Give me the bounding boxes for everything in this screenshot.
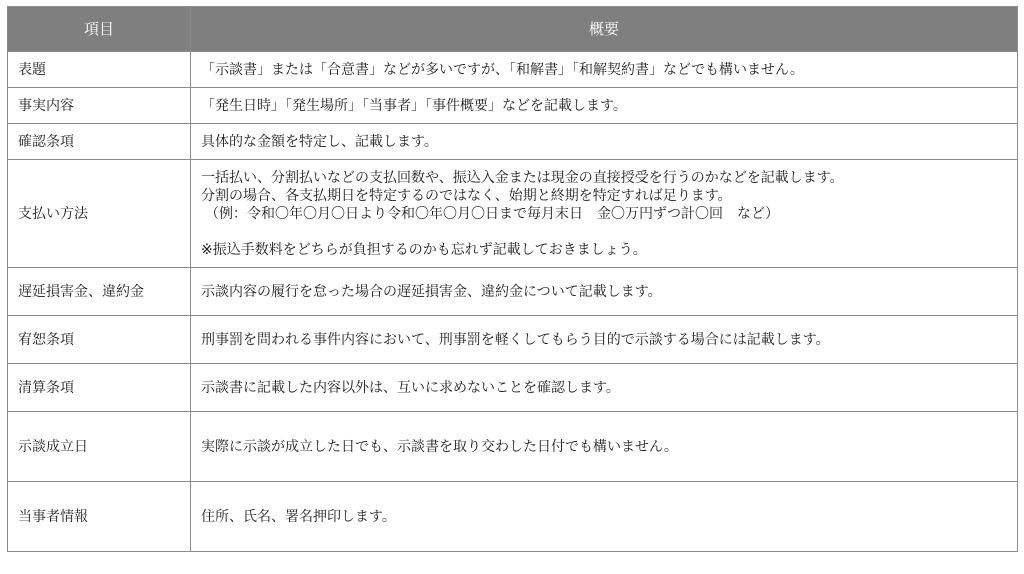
row-item-label: 示談成立日 [8,412,191,482]
table-row [8,268,1018,316]
row-item-label: 宥恕条項 [8,316,191,364]
description-line: 「示談書」または「合意書」などが多いですが、「和解書」「和解契約書」などでも構いません。 [201,61,804,78]
row-item-label: 確認条項 [8,124,191,160]
row-description [191,52,1018,88]
description-line: 示談内容の履行を怠った場合の遅延損害金、違約金について記載します。 [201,283,662,300]
table-row [8,88,1018,124]
row-description [191,364,1018,412]
row-description [191,268,1018,316]
description-line: 「発生日時」「発生場所」「当事者」「事件概要」などを記載します。 [201,97,627,114]
table-row [8,316,1018,364]
row-item-label: 当事者情報 [8,482,191,552]
table-row [8,124,1018,160]
row-description [191,124,1018,160]
row-item-label: 清算条項 [8,364,191,412]
table-row [8,364,1018,412]
description-blank-line [201,223,1007,241]
description-example-line: （例：令和〇年〇月〇日より令和〇年〇月〇日まで毎月末日 金〇万円ずつ計〇回 など） [205,205,779,222]
header-row [8,7,1018,52]
header-item: 項目 [8,7,191,52]
row-item-label: 支払い方法 [8,160,191,268]
table-row [8,160,1018,268]
table-row [8,52,1018,88]
description-line: 刑事罰を問われる事件内容において、刑事罰を軽くしてもらう目的で示談する場合には記載します。 [201,331,830,348]
row-description [191,316,1018,364]
row-description [191,412,1018,482]
description-line: 示談書に記載した内容以外は、互いに求めないことを確認します。 [201,379,620,396]
table-row [8,482,1018,552]
summary-table [7,6,1018,552]
row-description [191,160,1018,268]
header-summary: 概要 [191,7,1018,52]
description-line: 実際に示談が成立した日でも、示談書を取り交わした日付でも構いません。 [201,438,678,455]
row-description [191,482,1018,552]
row-item-label: 表題 [8,52,191,88]
description-line: 分割の場合、各支払期日を特定するのではなく、始期と終期を特定すれば足ります。 [201,187,732,204]
table-row [8,412,1018,482]
row-item-label: 遅延損害金、違約金 [8,268,191,316]
description-line: 住所、氏名、署名押印します。 [201,508,396,525]
row-item-label: 事実内容 [8,88,191,124]
description-line: 一括払い、分割払いなどの支払回数や、振込入金または現金の直接授受を行うのかなどを記載します。 [201,169,844,186]
description-note-line: ※振込手数料をどちらが負担するのかも忘れず記載しておきましょう。 [201,241,647,258]
row-description [191,88,1018,124]
description-line: 具体的な金額を特定し、記載します。 [201,133,438,150]
